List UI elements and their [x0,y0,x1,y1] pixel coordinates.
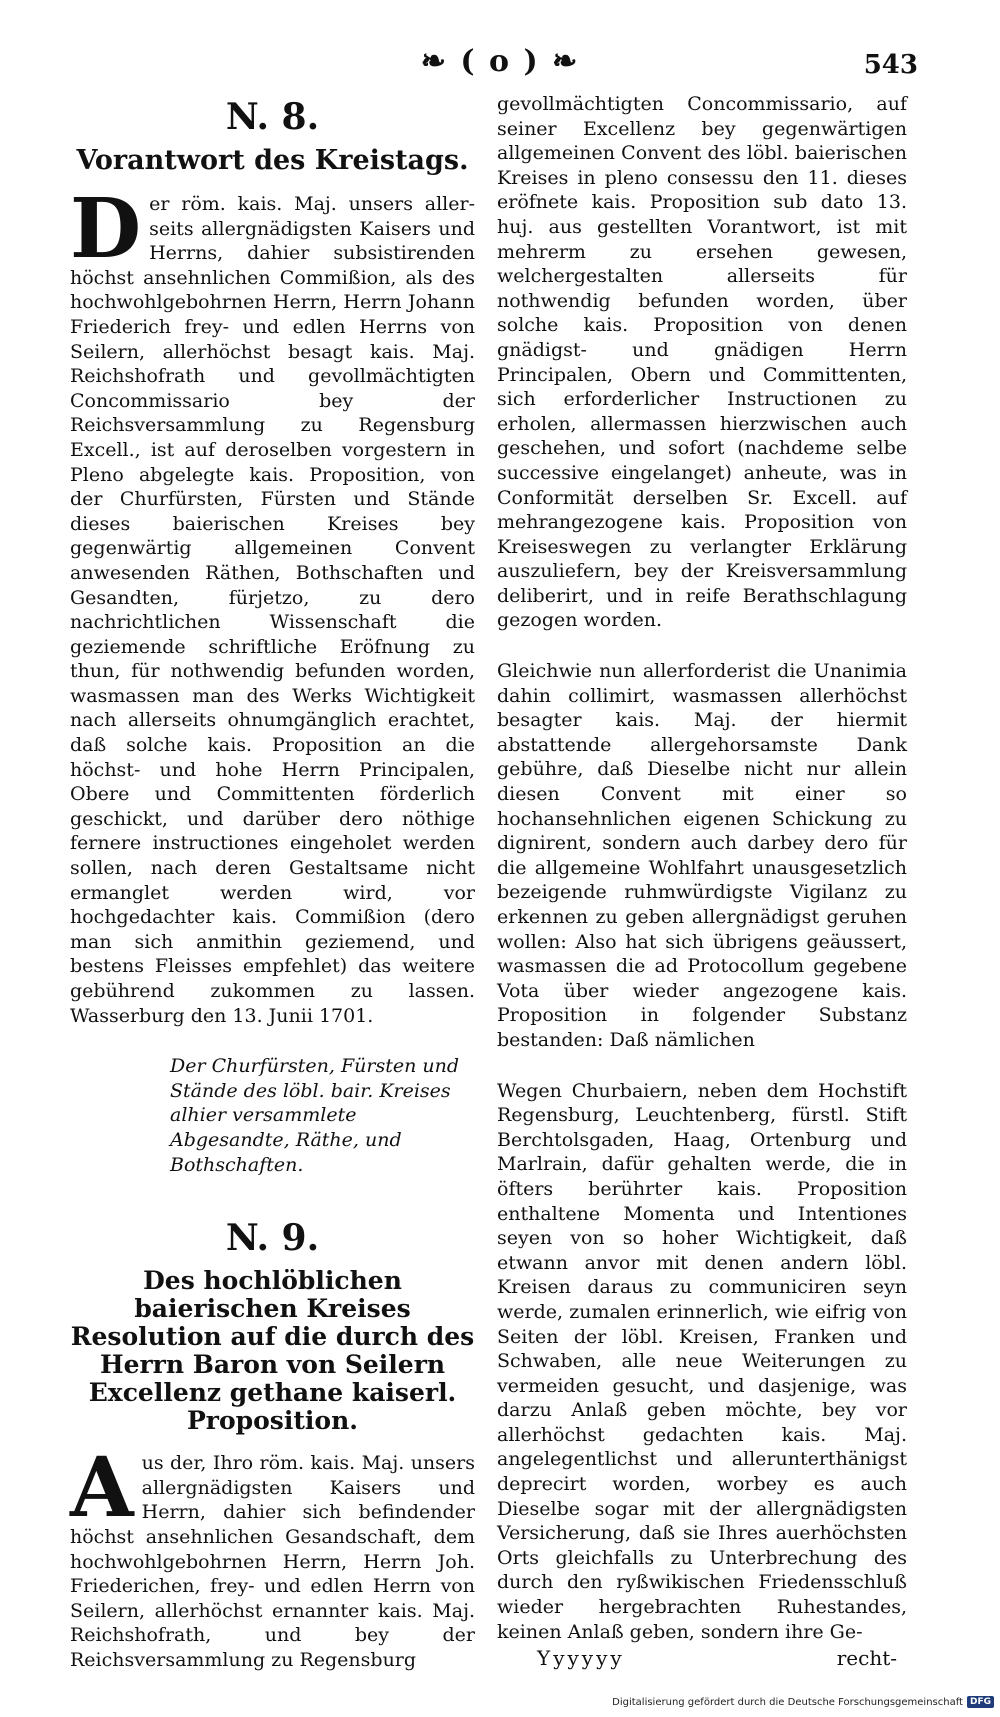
page-header [0,44,1000,84]
right-paragraph-3: Wegen Churbaiern, neben dem Hochstift Regensburg, Leuchtenberg, fürstl. Stift Berchtolsgaden, Haag, Ortenburg und Marlrain, dafür gehalten werde, die in öfters berührter kais. Proposition enthaltene Momenta und Intentiones seyen von so hoher Wichtigkeit, daß etwann anvor mit denen andern löbl. Kreisen daraus zu communiciren seyn werde, zumalen erinnerlich, wie eifrig von Seiten der löbl. Kreisen, Franken und Schwaben, alle neue Weiterungen zu vermeiden gesucht, und dasjenige, was darzu Anlaß geben möchte, bey vor allerhöchst gedachten kais. Maj. angelegentlichst und allerunterthänigst deprecirt worden, worbey es auch Dieselbe sogar mit der allergnädigsten Versicherung, daß sie Ihres auerhöchsten Orts gleichfalls zu Unterbrechung des durch den ryßwikischen Friedensschluß wieder hergebrachten Ruhestandes, keinen Anlaß geben, sondern ihre Ge- [497,1079,907,1643]
dropcap-a: A [70,1440,134,1537]
section-title-8: Vorantwort des Kreistags. [76,145,469,176]
dfg-logo: DFG [967,1696,994,1708]
section-8-text: er röm. kais. Maj. unsers aller-seits allergnädigsten Kaisers und Herrns, dahier subsistirenden höchst ansehnlichen Commißion, als des hochwohlgebohrnen Herrn, Herrn Johann Friederich frey- und edlen Herrns von Seilern, allerhöchst besagt kais. Maj. Reichshofrath und gevollmächtigten Concommissario bey der Reichsversammlung zu Regensburg Excell., ist auf deroselben vorgestern in Pleno abgelegte kais. Proposition, von der Churfürsten, Fürsten und Stände dieses baierischen Kreises bey gegenwärtig allgemeinen Convent anwesenden Räthen, Bothschaften und Gesandten, fürjetzo, zu dero nachrichtlichen Wissenschaft die geziemende schriftliche Eröfnung zu thun, für nothwendig befunden worden, wasmassen man des Werks Wichtigkeit nach allerseits ohnumgänglich erachtet, daß solche kais. Proposition an die höchst- und hohe Herrn Principalen, Obere und Committenten förderlich geschickt, und darüber dero nöthige fernere instructiones eingeholet werden sollen, nach deren Gestaltsame nicht ermanglet werden wird, vor hochgedachter kais. Commißion (dero man sich anmithin geziemend, und bestens Fleisses empfehlet) das weitere gebührend zukommen zu lassen. Wasserburg den 13. Junii 1701. [70,193,475,1027]
page-number: 543 [863,50,918,80]
dropcap-d: D [70,181,142,277]
catchword: recht- [836,1646,897,1671]
section-9-body [70,1440,475,1672]
left-column [70,92,475,1673]
section-title-9: Des hochlöblichen baierischen Kreises Resolution auf die durch des Herrn Baron von Seilern Excellenz gethane kaiserl. Proposition. [70,1266,475,1436]
signature-mark: Yyyyyy [537,1646,625,1671]
section-8-body [70,181,475,1028]
digitization-footer [612,1693,994,1711]
section-9-text: us der, Ihro röm. kais. Maj. unsers allergnädigsten Kaisers und Herrn, dahier sich befindender höchst ansehnlichen Gesandschaft, dem hochwohlgebohrnen Herrn, Herrn Joh. Friederichen, frey- und edlen Herrn von Seilern, allerhöchst ernannter kais. Maj. Reichshofrath, und bey der Reichsversammlung zu Regensburg [70,1452,475,1671]
section-number-8: N. 8. [225,96,320,138]
footer-text: Digitalisierung gefördert durch die Deutsche Forschungsgemeinschaft [612,1696,963,1708]
right-column [497,92,907,1674]
header-ornament: ❧ ( o ) ❧ [420,44,580,79]
page-bottom-line [497,1646,907,1674]
section-number-9: N. 9. [225,1217,320,1260]
right-paragraph-1: gevollmächtigten Concommissario, auf seiner Excellenz bey gegenwärtigen allgemeinen Convent des löbl. baierischen Kreises in pleno consessu den 11. dieses eröfnete kais. Proposition sub dato 13. huj. aus gestellten Vorantwort, ist mit mehrerm zu ersehen gewesen, welchergestalten allerseits für nothwendig befunden worden, über solche kais. Proposition von denen gnädigst- und gnädigen Herrn Principalen, Obern und Committenten, sich erforderlicher Instructionen zu erholen, allermassen hierzwischen auch geschehen, und sofort (nachdeme selbe successive eingelanget) anheute, was in Conformität derselben Sr. Excell. auf mehrangezogene kais. Proposition von Kreiseswegen zu verlangter Erklärung auszuliefern, bey der Kreisversammlung deliberirt, und in reife Berathschlagung gezogen worden. [497,93,907,632]
right-paragraph-2: Gleichwie nun allerforderist die Unanimia dahin collimirt, wasmassen allerhöchst besagter kais. Maj. der hiermit abstattende allergehorsamste Dank gebühre, daß Dieselbe nicht nur allein diesen Convent mit einer so hochansehnlichen eigenen Schickung zu dignirent, sondern auch darbey dero für die allgemeine Wohlfahrt unausgesetzlich bezeigende ruhmwürdigste Vigilanz zu erkennen zu geben allergnädigst geruhen wollen: Also hat sich übrigens geäussert, wasmassen die ad Protocollum gegebene Vota über wieder angezogene kais. Proposition in folgender Substanz bestanden: Daß nämlichen [497,660,907,1051]
section-8-signature: Der Churfürsten, Fürsten und Stände des löbl. bair. Kreises alhier versammlete Abgesandte, Räthe, und Bothschaften. [170,1055,460,1176]
